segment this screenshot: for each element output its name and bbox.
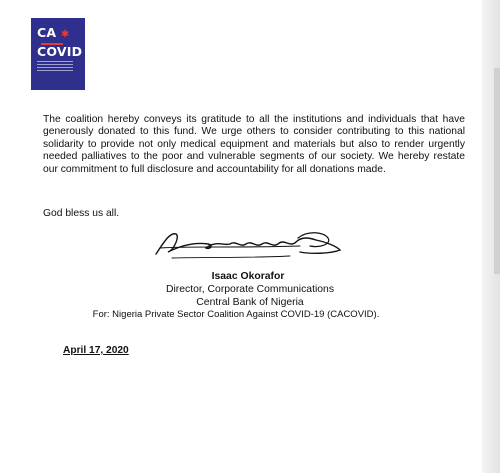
handwritten-signature (150, 224, 346, 264)
letter-body-paragraph: The coalition hereby conveys its gratitude to all the institutions and individuals that have generously donated to this fund. We urge others to consider contributing to this national solidarity to provide not only medical equipment and materials but also to render urgently needed palliatives to the poor and vulnerable segments of our society. We hereby restate our commitment to full disclosure and accountability for all donations made. (43, 114, 465, 175)
logo-virus-icon: ✱ (60, 29, 70, 40)
signatory-name: Isaac Okorafor (211, 271, 285, 282)
signatory-for-line: For: Nigeria Private Sector Coalition Against COVID-19 (CACOVID). (92, 309, 380, 320)
signatory-title: Director, Corporate Communications (165, 284, 335, 295)
logo-text-covid: COVID (37, 44, 83, 59)
logo-line-ca (37, 26, 80, 41)
logo-text-ca: CA (37, 25, 57, 40)
letter-blessing: God bless us all. (43, 208, 120, 219)
logo-small-print (37, 61, 73, 71)
signatory-organization: Central Bank of Nigeria (196, 297, 304, 308)
cacovid-logo (31, 18, 85, 90)
letter-date: April 17, 2020 (63, 345, 129, 356)
page-edge-mark (494, 68, 500, 274)
signatory-block (0, 270, 500, 321)
